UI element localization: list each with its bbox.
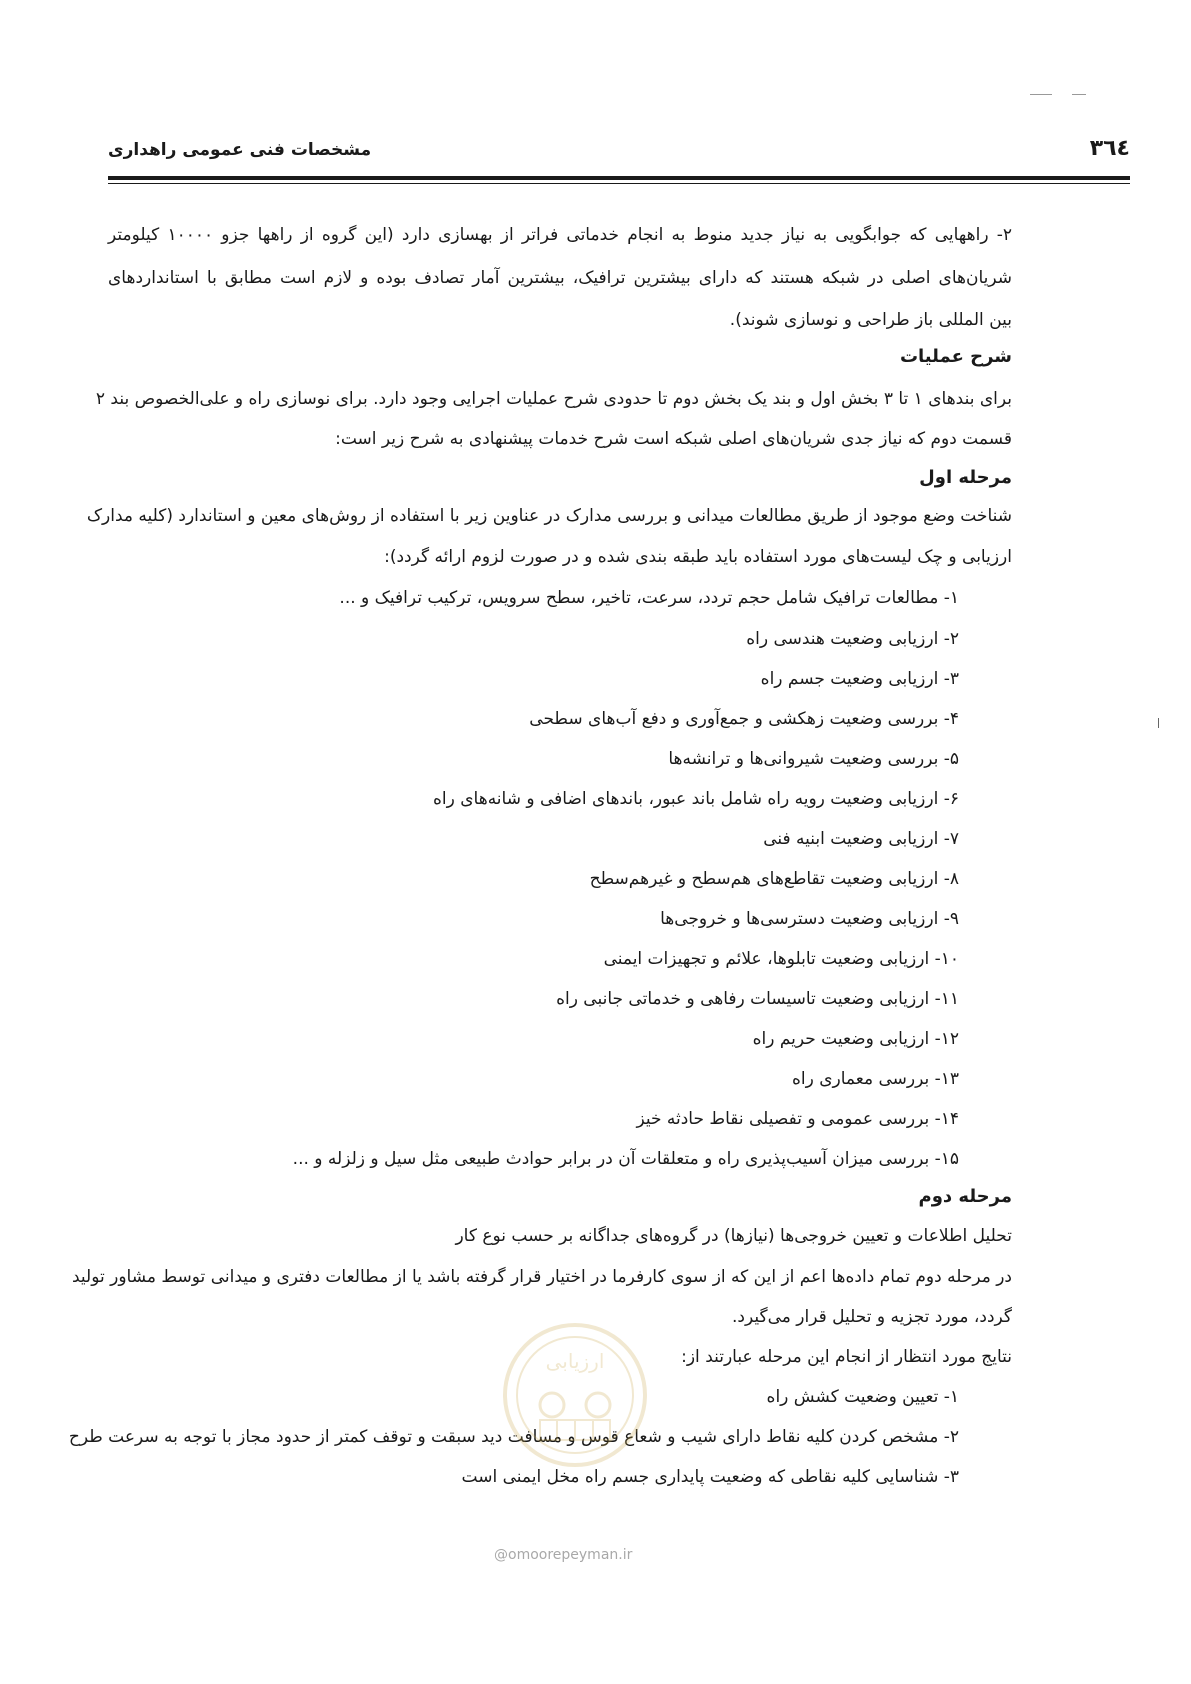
paragraph-line: تحلیل اطلاعات و تعیین خروجی‌ها (نیازها) در گروه‌های جداگانه بر حسب نوع کار (455, 1226, 1012, 1246)
section-heading: شرح عملیات (899, 346, 1012, 367)
paragraph-line: در مرحله دوم تمام داده‌ها اعم از این که از سوی کارفرما در اختیار قرار گرفته باشد یا از مطالعات دفتری و میدانی توسط مشاور تولید (71, 1267, 1012, 1287)
list-item: ١١- ارزیابی وضعیت تاسیسات رفاهی و خدماتی جانبی راه (556, 989, 959, 1009)
list-item: ١- تعیین وضعیت کشش راه (766, 1387, 959, 1407)
header-rule (108, 176, 1130, 180)
list-item: ٧- ارزیابی وضعیت ابنیه فنی (763, 829, 959, 849)
list-item: ٢- ارزیابی وضعیت هندسی راه (746, 629, 959, 649)
page-number: ٣٦٤ (1089, 136, 1130, 161)
scan-mark (1072, 94, 1086, 95)
stage-heading: مرحله دوم (918, 1186, 1012, 1207)
list-item: ١۴- بررسی عمومی و تفصیلی نقاط حادثه خیز (636, 1109, 959, 1129)
paragraph-line: نتایج مورد انتظار از انجام این مرحله عبارتند از: (681, 1347, 1012, 1367)
list-item: ١- مطالعات ترافیک شامل حجم تردد، سرعت، تاخیر، سطح سرویس، ترکیب ترافیک و ... (339, 588, 959, 608)
list-item: ٩- ارزیابی وضعیت دسترسی‌ها و خروجی‌ها (660, 909, 959, 929)
list-item: ٣- ارزیابی وضعیت جسم راه (760, 669, 959, 689)
scan-mark (1030, 94, 1052, 95)
page-header (108, 136, 1130, 176)
paragraph-line: گردد، مورد تجزیه و تحلیل قرار می‌گیرد. (732, 1307, 1012, 1327)
list-item: ٣- شناسایی کلیه نقاطی که وضعیت پایداری جسم راه مخل ایمنی است (461, 1467, 959, 1487)
list-item: ٢- مشخص کردن کلیه نقاط دارای شیب و شعاع قوس و مسافت دید سبقت و توقف کمتر از حدود مجاز با توجه به سرعت طرح (68, 1427, 959, 1447)
list-item: ۶- ارزیابی وضعیت رویه راه شامل باند عبور، باندهای اضافی و شانه‌های راه (433, 789, 959, 809)
watermark-logo (500, 1320, 650, 1470)
list-item: ٨- ارزیابی وضعیت تقاطع‌های هم‌سطح و غیرهم‌سطح (589, 869, 959, 889)
list-item-line: شریان‌های اصلی در شبکه هستند که دارای بیشترین ترافیک، بیشترین آمار تصادف بوده و لازم است مطابق با استانداردهای (108, 268, 1012, 288)
list-item: ۵- بررسی وضعیت شیروانی‌ها و ترانشه‌ها (668, 749, 959, 769)
list-item: ١٠- ارزیابی وضعیت تابلوها، علائم و تجهیزات ایمنی (603, 949, 959, 969)
watermark-url: @omoorepeyman.ir (494, 1547, 633, 1563)
list-item: ۴- بررسی وضعیت زهکشی و جمع‌آوری و دفع آب‌های سطحی (529, 709, 959, 729)
header-rule-thin (108, 183, 1130, 184)
scan-mark (1158, 718, 1159, 728)
paragraph-line: برای بندهای ١ تا ٣ بخش اول و بند یک بخش دوم تا حدودی شرح عملیات اجرایی وجود دارد. برای نوسازی راه و علی‌الخصوص بند ٢ (95, 389, 1012, 409)
list-item-line: بین المللی باز طراحی و نوسازی شوند). (729, 310, 1012, 330)
list-item: ١٣- بررسی معماری راه (791, 1069, 959, 1089)
paragraph-line: شناخت وضع موجود از طریق مطالعات میدانی و بررسی مدارک در عناوین زیر با استفاده از روش‌های معین و استاندارد (کلیه مدارک (86, 506, 1012, 526)
list-item-line: ٢- راههایی که جوابگویی به نیاز جدید منوط به انجام خدماتی فراتر از بهسازی دارد (این گروه از راهها جزو ١٠٠٠٠ کیلومتر (108, 225, 1013, 245)
paragraph-line: قسمت دوم که نیاز جدی شریان‌های اصلی شبکه است شرح خدمات پیشنهادی به شرح زیر است: (335, 429, 1012, 449)
paragraph-line: ارزیابی و چک لیست‌های مورد استفاده باید طبقه بندی شده و در صورت لزوم ارائه گردد): (384, 547, 1012, 567)
list-item: ١۵- بررسی میزان آسیب‌پذیری راه و متعلقات آن در برابر حوادث طبیعی مثل سیل و زلزله و ... (292, 1149, 959, 1169)
stage-heading: مرحله اول (919, 467, 1012, 488)
list-item: ١٢- ارزیابی وضعیت حریم راه (752, 1029, 959, 1049)
header-title: مشخصات فنی عمومی راهداری (108, 140, 372, 160)
watermark-logo-text: ارزیابی (545, 1349, 605, 1373)
